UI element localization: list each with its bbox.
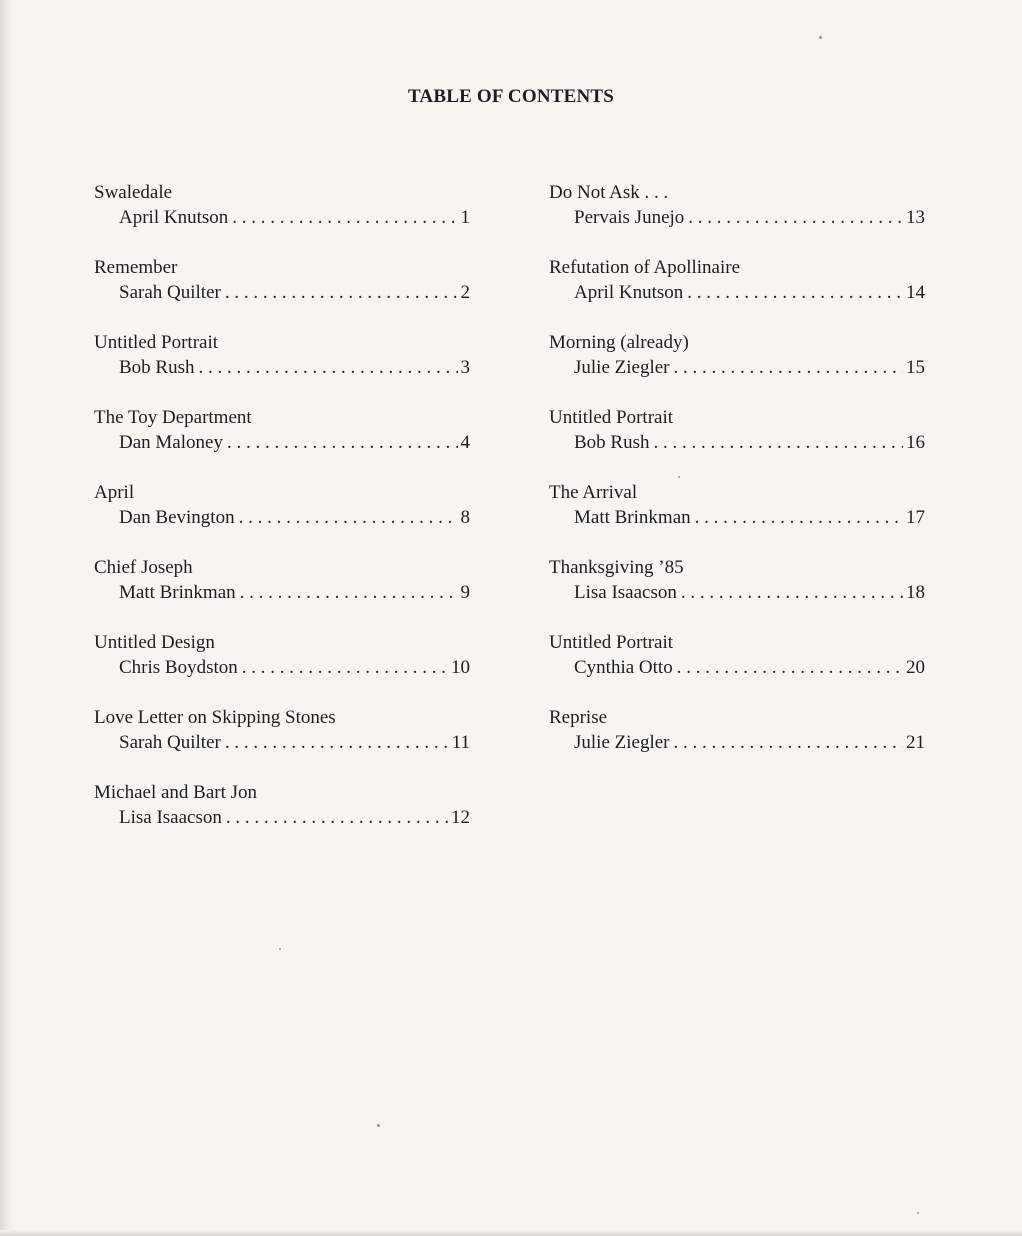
entry-author: Lisa Isaacson (119, 807, 222, 828)
entry-title: Refutation of Apollinaire (549, 257, 741, 278)
entry-author: Sarah Quilter (119, 732, 221, 753)
entry-author-line (549, 355, 925, 380)
entry-page-number: 8 (460, 507, 470, 528)
entry-page-number: 16 (906, 432, 925, 453)
dot-leader (687, 280, 903, 305)
entry-author: Cynthia Otto (574, 657, 673, 678)
dot-leader (681, 580, 903, 605)
dot-leader (695, 505, 903, 530)
entry-author: Pervais Junejo (574, 207, 685, 228)
entry-title: Michael and Bart Jon (94, 782, 258, 803)
entry-author-line (94, 430, 470, 455)
entry-author: Matt Brinkman (119, 582, 236, 603)
toc-entry (94, 405, 470, 480)
entry-author: Dan Maloney (119, 432, 223, 453)
page-binding-shadow (0, 0, 14, 1236)
entry-title: Morning (already) (549, 332, 689, 353)
entry-author-line (94, 580, 470, 605)
entry-page-number: 9 (460, 582, 470, 603)
toc-entry (549, 630, 925, 705)
entry-author: Matt Brinkman (574, 507, 691, 528)
entry-title: Chief Joseph (94, 557, 193, 578)
toc-entry (549, 480, 925, 555)
entry-page-number: 17 (906, 507, 925, 528)
entry-title: Untitled Design (94, 632, 215, 653)
toc-entry (549, 405, 925, 480)
entry-page-number: 20 (906, 657, 925, 678)
entry-title: Reprise (549, 707, 608, 728)
entry-page-number: 2 (460, 282, 470, 303)
entry-page-number: 21 (906, 732, 925, 753)
entry-title: Untitled Portrait (549, 407, 674, 428)
entry-page-number: 11 (451, 732, 470, 753)
toc-entry (94, 705, 470, 780)
entry-author: Julie Ziegler (574, 732, 670, 753)
toc-entry (549, 555, 925, 630)
toc-entry (94, 255, 470, 330)
entry-author-line (549, 505, 925, 530)
dot-leader (232, 205, 457, 230)
entry-author: Bob Rush (119, 357, 195, 378)
entry-author-line (94, 505, 470, 530)
entry-author-line (549, 730, 925, 755)
dot-leader (225, 280, 458, 305)
toc-left-column (94, 180, 470, 855)
scan-speck (678, 476, 680, 478)
toc-entry (549, 180, 925, 255)
entry-author-line (549, 205, 925, 230)
entry-author: Dan Bevington (119, 507, 235, 528)
entry-author-line (94, 655, 470, 680)
entry-page-number: 12 (451, 807, 470, 828)
entry-title: Love Letter on Skipping Stones (94, 707, 336, 728)
scan-speck (377, 1124, 380, 1127)
entry-author-line (94, 205, 470, 230)
entry-page-number: 18 (906, 582, 925, 603)
toc-entry (549, 255, 925, 330)
entry-author: Bob Rush (574, 432, 650, 453)
entry-page-number: 10 (451, 657, 470, 678)
scan-speck (917, 1212, 919, 1214)
dot-leader (199, 355, 458, 380)
toc-entry (94, 180, 470, 255)
entry-author: Sarah Quilter (119, 282, 221, 303)
entry-page-number: 1 (460, 207, 470, 228)
scan-speck (279, 948, 281, 950)
dot-leader (674, 730, 904, 755)
entry-author-line (94, 730, 470, 755)
entry-author-line (549, 430, 925, 455)
dot-leader (654, 430, 904, 455)
entry-page-number: 15 (906, 357, 925, 378)
entry-page-number: 4 (460, 432, 470, 453)
toc-entry (549, 330, 925, 405)
entry-page-number: 13 (906, 207, 925, 228)
dot-leader (242, 655, 448, 680)
entry-author-line (94, 805, 470, 830)
entry-author-line (549, 655, 925, 680)
toc-entry (94, 630, 470, 705)
dot-leader (239, 505, 458, 530)
entry-author-line (549, 580, 925, 605)
toc-entry (94, 480, 470, 555)
dot-leader (227, 430, 458, 455)
entry-author: Lisa Isaacson (574, 582, 677, 603)
entry-author-line (94, 355, 470, 380)
entry-title: Untitled Portrait (94, 332, 219, 353)
dot-leader (226, 805, 448, 830)
entry-title: Thanksgiving ’85 (549, 557, 684, 578)
entry-author: Chris Boydston (119, 657, 238, 678)
entry-title: April (94, 482, 135, 503)
entry-title: The Toy Department (94, 407, 252, 428)
toc-entry (549, 705, 925, 780)
dot-leader (688, 205, 903, 230)
page-title: TABLE OF CONTENTS (407, 86, 615, 107)
entry-title: Remember (94, 257, 178, 278)
entry-page-number: 14 (906, 282, 925, 303)
dot-leader (677, 655, 903, 680)
entry-author: Julie Ziegler (574, 357, 670, 378)
toc-entry (94, 780, 470, 855)
entry-page-number: 3 (460, 357, 470, 378)
entry-author: April Knutson (119, 207, 229, 228)
dot-leader (240, 580, 458, 605)
scan-speck (819, 36, 822, 39)
page-bottom-shadow (0, 1230, 1022, 1236)
entry-title: Untitled Portrait (549, 632, 674, 653)
entry-author-line (94, 280, 470, 305)
entry-title: Do Not Ask . . . (549, 182, 669, 203)
dot-leader (225, 730, 449, 755)
entry-author-line (549, 280, 925, 305)
entry-title: Swaledale (94, 182, 173, 203)
entry-author: April Knutson (574, 282, 684, 303)
toc-right-column (549, 180, 925, 780)
toc-entry (94, 330, 470, 405)
entry-title: The Arrival (549, 482, 638, 503)
dot-leader (674, 355, 904, 380)
toc-entry (94, 555, 470, 630)
